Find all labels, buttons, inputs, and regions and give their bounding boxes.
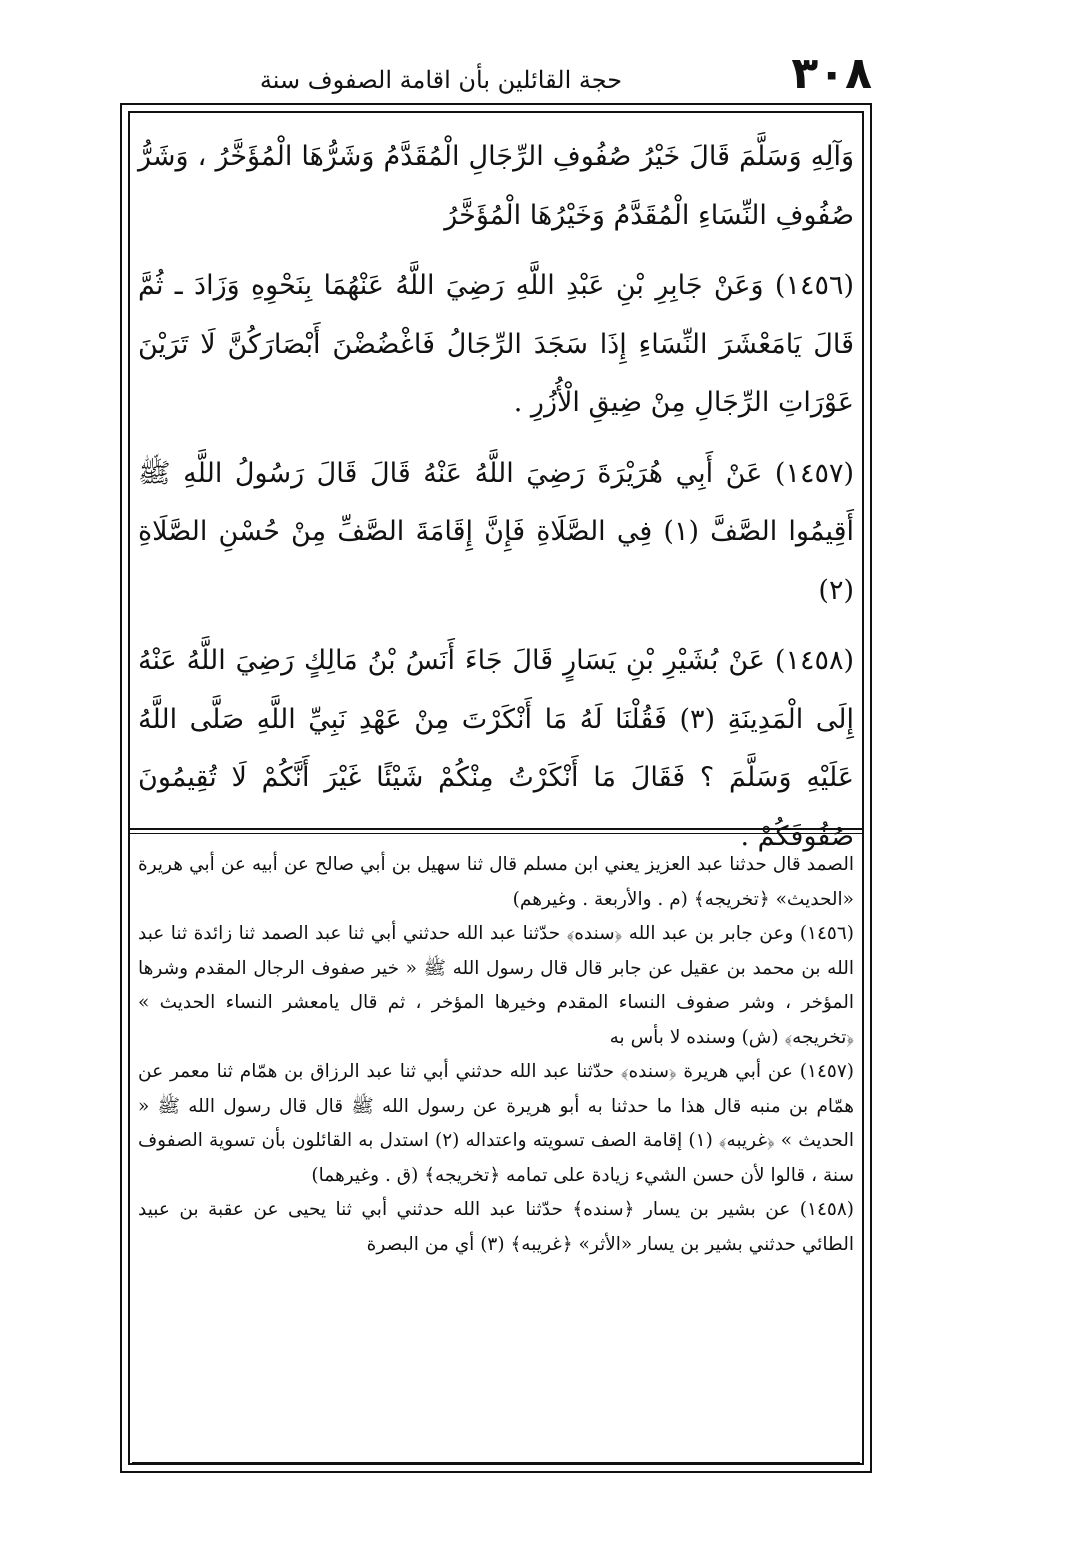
hadith-paragraph-1457: (١٤٥٧) عَنْ أَبِي هُرَيْرَةَ رَضِيَ اللَّهُ عَنْهُ قَالَ قَالَ رَسُولُ اللَّهِ ﷺ أَقِيمُوا الصَّفَّ (١) فِي الصَّلَاةِ فَإِنَّ إِقَامَةَ الصَّفِّ مِنْ حُسْنِ الصَّلَاةِ (٢) <box>138 457 854 606</box>
hadith-paragraph: وَآلِهِ وَسَلَّمَ قَالَ خَيْرُ صُفُوفِ الرِّجَالِ الْمُقَدَّمُ وَشَرُّهَا الْمُؤَخَّرُ ، وَشَرُّ صُفُوفِ النِّسَاءِ الْمُقَدَّمُ وَخَيْرُهَا الْمُؤَخَّرُ <box>138 141 854 231</box>
frame-rule-left <box>128 111 130 1465</box>
commentary-paragraph: الصمد قال حدثنا عبد العزيز يعني ابن مسلم قال ثنا سهيل بن أبي صالح عن أبيه عن أبي هريرة «الحديث» ﴿تخريجه﴾ (م . والأربعة . وغيرهم) <box>138 854 854 910</box>
commentary-paragraph-1457: (١٤٥٧) عن أبي هريرة ﴿سنده﴾ حدّثنا عبد الله حدثني أبي ثنا عبد الرزاق بن همّام ثنا معمر عن همّام بن منبه قال هذا ما حدثنا به أبو هريرة عن رسول الله ﷺ قال قال رسول الله ﷺ « الحديث » ﴿غريبه﴾ (١) إقامة الصف تسويته واعتداله (٢) استدل به القائلون بأن تسوية الصفوف سنة ، قالوا لأن حسن الشيء زيادة على تمامه ﴿تخريجه﴾ (ق . وغيرهما) <box>138 1061 855 1186</box>
commentary-paragraph-1458: (١٤٥٨) عن بشير بن يسار ﴿سنده﴾ حدّثنا عبد الله حدثني أبي ثنا يحيى عن عقبة بن عبيد الطائي حدثني بشير بن يسار «الأثر» ﴿غريبه﴾ (٣) أي من البصرة <box>138 1199 854 1255</box>
frame-rule-right <box>862 111 864 1465</box>
commentary-notes <box>138 848 854 1262</box>
page-number: ٣٠٨ <box>791 48 872 99</box>
bottom-rule <box>132 1462 860 1465</box>
section-divider <box>130 828 862 834</box>
frame-rule-top <box>128 111 864 113</box>
hadith-paragraph-1458: (١٤٥٨) عَنْ بُشَيْرِ بْنِ يَسَارٍ قَالَ جَاءَ أَنَسُ بْنُ مَالِكٍ رَضِيَ اللَّهُ عَنْهُ إِلَى الْمَدِينَةِ (٣) فَقُلْنَا لَهُ مَا أَنْكَرْتَ مِنْ عَهْدِ نَبِيِّ اللَّهِ صَلَّى اللَّهُ عَلَيْهِ وَسَلَّمَ ؟ فَقَالَ مَا أَنْكَرْتُ مِنْكُمْ شَيْئًا غَيْرَ أَنَّكُمْ لَا تُقِيمُونَ صُفُوفَكُمْ . <box>138 645 854 852</box>
running-title: حجة القائلين بأن اقامة الصفوف سنة <box>259 66 623 94</box>
page-header <box>120 48 872 108</box>
commentary-paragraph-1456: (١٤٥٦) وعن جابر بن عبد الله ﴿سنده﴾ حدّثنا عبد الله حدثني أبي ثنا عبد الصمد ثنا زائدة ثنا عبد الله بن محمد بن عقيل عن جابر قال قال رسول الله ﷺ « خير صفوف الرجال المقدم وشرها المؤخر ، وشر صفوف النساء المقدم وخيرها المؤخر ، ثم قال يامعشر النساء الحديث » ﴿تخريجه﴾ (ش) وسنده لا بأس به <box>138 923 854 1048</box>
hadith-text <box>138 128 854 866</box>
hadith-paragraph-1456: (١٤٥٦) وَعَنْ جَابِرِ بْنِ عَبْدِ اللَّهِ رَضِيَ اللَّهُ عَنْهُمَا بِنَحْوِهِ وَزَادَ ـ ثُمَّ قَالَ يَامَعْشَرَ النِّسَاءِ إِذَا سَجَدَ الرِّجَالُ فَاغْضُضْنَ أَبْصَارَكُنَّ لَا تَرَيْنَ عَوْرَاتِ الرِّجَالِ مِنْ ضِيقِ الْأُزُرِ . <box>138 270 854 418</box>
